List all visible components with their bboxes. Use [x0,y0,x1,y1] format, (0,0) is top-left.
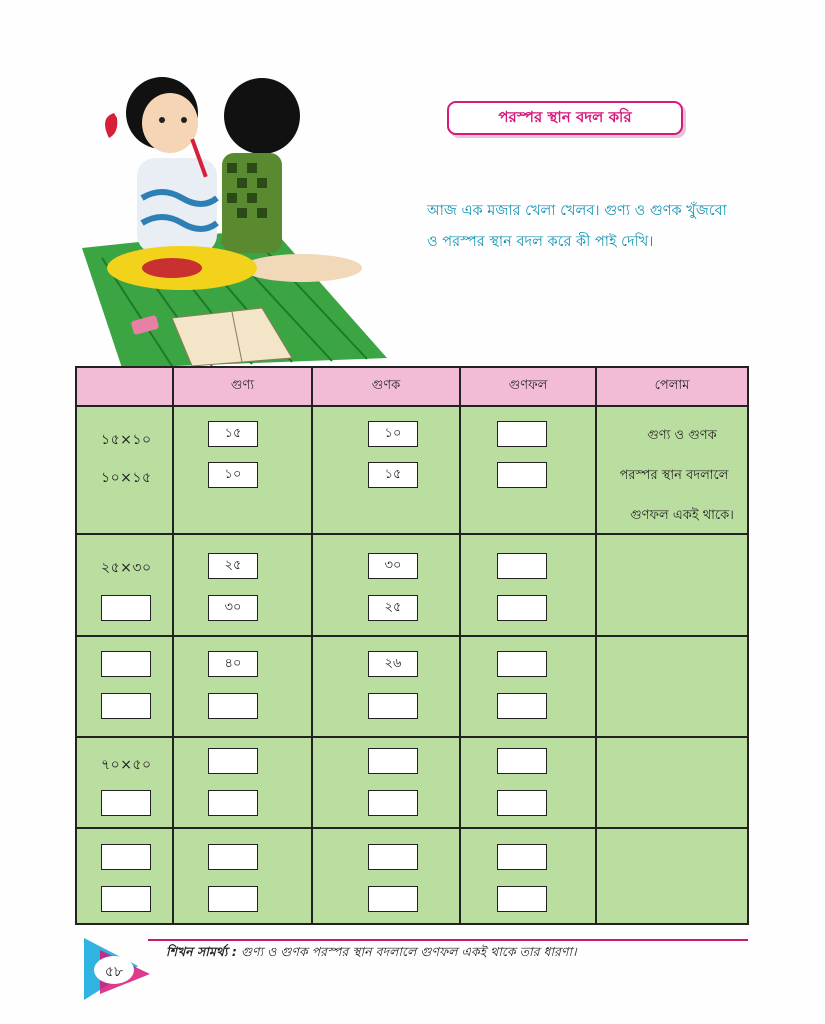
row4-gunyo-2[interactable] [208,790,258,816]
note-line-3: গুণফল একই থাকে। [630,508,734,523]
row1-expression-1: ১৫×১০ [101,432,152,448]
page-number: ৫৮ [104,964,124,980]
footer-divider [148,939,748,941]
row3-expression-1-box[interactable] [101,651,151,677]
row1-expression-2: ১০×১৫ [101,470,152,486]
row5-gunak-1[interactable] [368,844,418,870]
row2-expression-2-box[interactable] [101,595,151,621]
row1-gunyo-2[interactable]: ১০ [208,462,258,488]
note-line-1: গুণ্য ও গুণক [647,428,717,443]
row3-gunak-1[interactable]: ২৬ [368,651,418,677]
row4-expression-1: ৭০×৫০ [101,757,152,773]
row4-gunyo-1[interactable] [208,748,258,774]
footer-description: গুণ্য ও গুণক পরস্পর স্থান বদলালে গুণফল একই থাকে তার ধারণা। [240,944,577,959]
header-gunak: গুণক [371,378,401,393]
row1-gunfol-1[interactable] [497,421,547,447]
row3-gunak-2[interactable] [368,693,418,719]
row2-gunyo-1[interactable]: ২৫ [208,553,258,579]
footer-learning-outcome [166,944,577,964]
row1-gunak-2[interactable]: ১৫ [368,462,418,488]
row4-gunak-1[interactable] [368,748,418,774]
header-gunfol: গুণফল [508,378,548,393]
footer-label: শিখন সামর্থ্য : [166,944,237,959]
row3-gunfol-2[interactable] [497,693,547,719]
row5-expression-2-box[interactable] [101,886,151,912]
row4-gunfol-1[interactable] [497,748,547,774]
row2-gunak-2[interactable]: ২৫ [368,595,418,621]
row4-gunfol-2[interactable] [497,790,547,816]
row3-gunyo-2[interactable] [208,693,258,719]
row2-gunfol-1[interactable] [497,553,547,579]
header-gunyo: গুণ্য [230,378,255,393]
row5-gunfol-1[interactable] [497,844,547,870]
note-line-2: পরস্পর স্থান বদলালে [619,468,729,483]
row5-gunak-2[interactable] [368,886,418,912]
row5-gunfol-2[interactable] [497,886,547,912]
intro-line-1: আজ এক মজার খেলা খেলব। গুণ্য ও গুণক খুঁজবো [427,203,727,219]
intro-line-2: ও পরস্পর স্থান বদল করে কী পাই দেখি। [427,234,654,250]
row5-gunyo-2[interactable] [208,886,258,912]
row1-gunyo-1[interactable]: ১৫ [208,421,258,447]
row3-gunyo-1[interactable]: ৪০ [208,651,258,677]
row1-gunfol-2[interactable] [497,462,547,488]
row1-gunak-1[interactable]: ১০ [368,421,418,447]
row4-gunak-2[interactable] [368,790,418,816]
row2-gunak-1[interactable]: ৩০ [368,553,418,579]
section-title: পরস্পর স্থান বদল করি [447,101,683,135]
row3-gunfol-1[interactable] [497,651,547,677]
row4-expression-2-box[interactable] [101,790,151,816]
header-pelam: পেলাম [654,378,690,393]
row2-gunfol-2[interactable] [497,595,547,621]
row5-expression-1-box[interactable] [101,844,151,870]
children-illustration [62,68,392,368]
row5-gunyo-1[interactable] [208,844,258,870]
row2-gunyo-2[interactable]: ৩০ [208,595,258,621]
row2-expression-1: ২৫×৩০ [101,560,152,576]
intro-text [427,196,757,258]
row3-expression-2-box[interactable] [101,693,151,719]
exercise-table [75,366,749,925]
